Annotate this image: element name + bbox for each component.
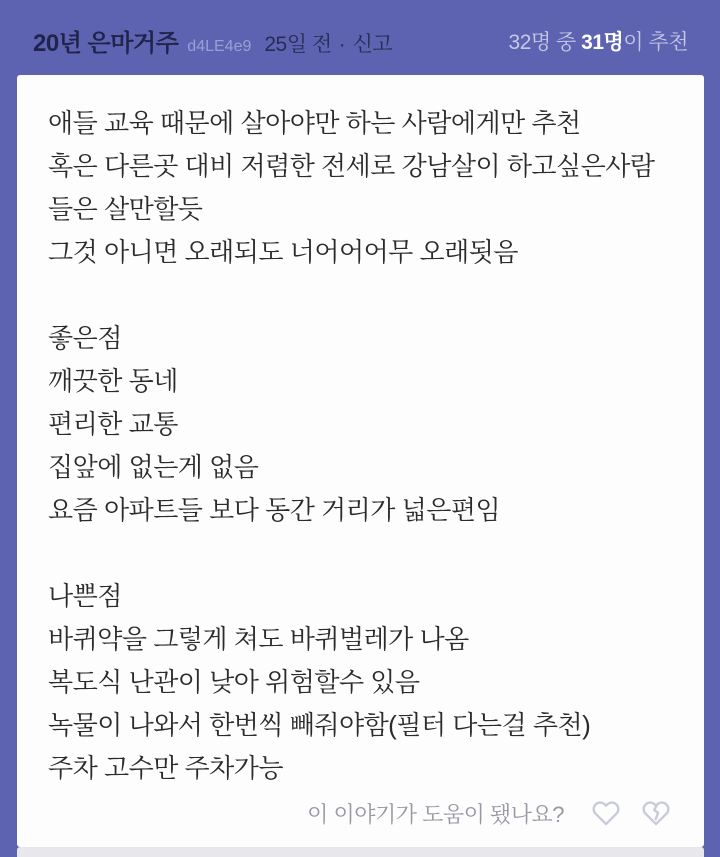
post-line: 혹은 다른곳 대비 저렴한 전세로 강남살이 하고싶은사람 bbox=[48, 151, 655, 181]
post-line: 복도식 난관이 낮아 위험할수 있음 bbox=[48, 667, 420, 697]
post-line: 애들 교육 때문에 살아야만 하는 사람에게만 추천 bbox=[48, 108, 581, 138]
post-card bbox=[17, 75, 704, 847]
post-line: 요즘 아파트들 보다 동간 거리가 넓은편임 bbox=[48, 495, 501, 525]
author-meta bbox=[33, 23, 392, 58]
post-line: 깨끗한 동네 bbox=[48, 366, 178, 396]
post-line: 주차 고수만 주차가능 bbox=[48, 753, 283, 783]
vote-count: 31명 bbox=[581, 30, 624, 54]
report-link[interactable]: 신고 bbox=[352, 33, 393, 56]
helpful-footer bbox=[48, 791, 674, 835]
meta-dot-separator: · bbox=[338, 33, 346, 56]
vote-prefix: 32명 중 bbox=[508, 30, 582, 54]
post-line: 집앞에 없는게 없음 bbox=[48, 452, 259, 482]
heart-icon bbox=[589, 797, 623, 829]
post-line: 바퀴약을 그렇게 쳐도 바퀴벌레가 나옴 bbox=[48, 624, 469, 654]
post-line: 그것 아니면 오래되도 너어어어무 오래됫음 bbox=[48, 237, 518, 267]
post-line: 나쁜점 bbox=[48, 581, 122, 611]
post-line: 들은 살만할듯 bbox=[48, 194, 203, 224]
next-card-divider bbox=[17, 847, 704, 857]
vote-summary bbox=[509, 26, 688, 56]
post-line: 녹물이 나와서 한번씩 빼줘야함(필터 다는걸 추천) bbox=[48, 710, 591, 740]
unhelpful-heart-button[interactable] bbox=[638, 796, 674, 830]
author-id: d4LE4e9 bbox=[187, 38, 252, 55]
helpful-buttons bbox=[588, 796, 674, 830]
post-body bbox=[48, 102, 674, 790]
paragraph-gap bbox=[48, 274, 674, 317]
helpful-heart-button[interactable] bbox=[588, 796, 624, 830]
author-name: 20년 은마거주 bbox=[33, 30, 179, 57]
broken-heart-icon bbox=[639, 797, 673, 829]
post-header bbox=[17, 0, 704, 75]
post-line: 편리한 교통 bbox=[48, 409, 178, 439]
post-line: 좋은점 bbox=[48, 323, 122, 353]
paragraph-gap bbox=[48, 532, 674, 575]
vote-suffix: 이 추천 bbox=[623, 30, 688, 54]
post-time: 25일 전 bbox=[264, 33, 332, 56]
helpful-question: 이 이야기가 도움이 됐나요? bbox=[307, 801, 564, 827]
